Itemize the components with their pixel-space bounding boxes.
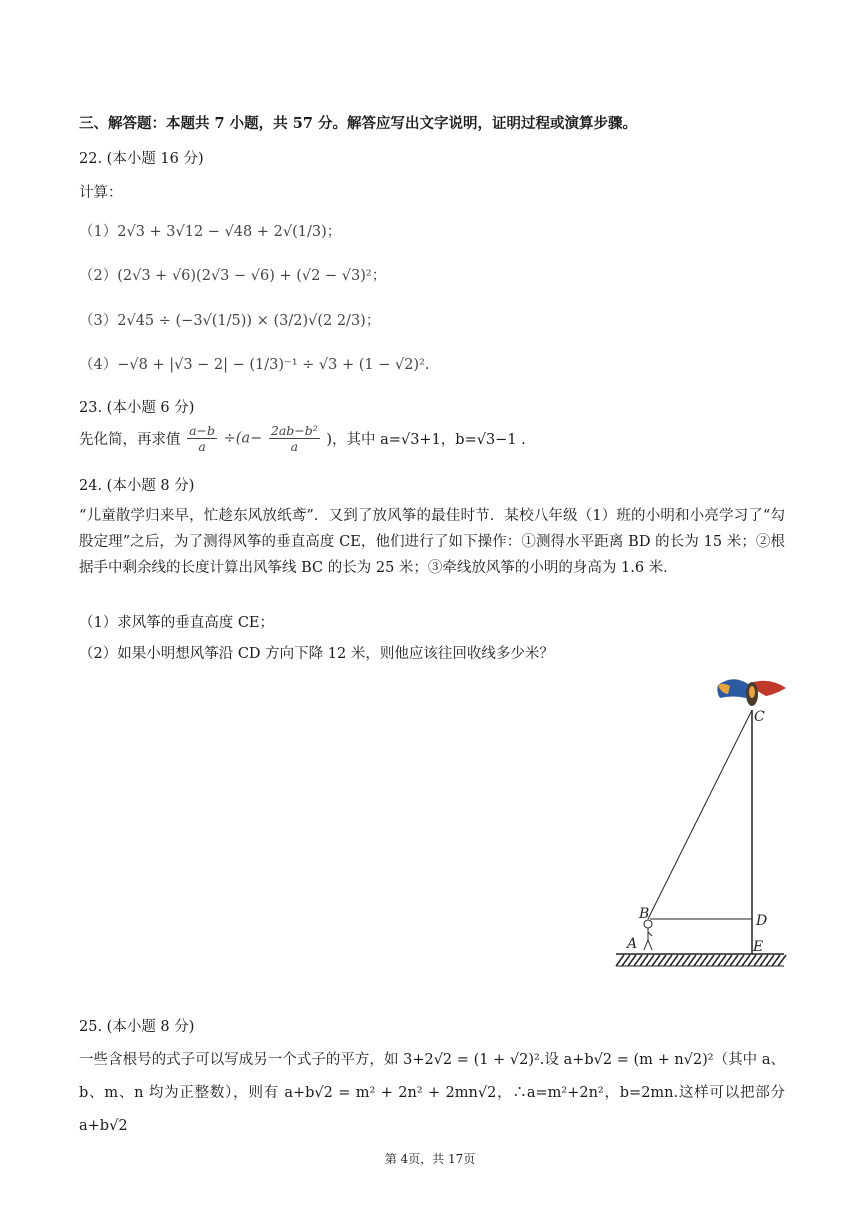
q23-frac2-den: a (290, 439, 299, 454)
q24-sub-2: （2）如果小明想风筝沿 CD 方向下降 12 米，则他应该往回收线多少米？ (79, 646, 554, 662)
q23-fraction-1 (187, 423, 217, 454)
q24-header: 24. (本小题 8 分) (79, 478, 195, 494)
section-heading: 三、解答题：本题共 7 小题，共 57 分。解答应写出文字说明，证明过程或演算步骤。 (79, 115, 637, 132)
q22-intro: 计算： (79, 185, 123, 201)
person-body (644, 928, 652, 950)
q23-text-b: ÷(a− (223, 430, 263, 447)
kite-icon (717, 679, 786, 706)
q22-item-3: （3）2√45 ÷ (−3√(1/5)) × (3/2)√(2 2/3)； (79, 313, 381, 329)
q23-header: 23. (本小题 6 分) (79, 400, 195, 416)
kite-figure (608, 668, 790, 970)
kite-belly (749, 686, 755, 698)
q23-text (79, 423, 526, 454)
q25-body: 一些含根号的式子可以写成另一个式子的平方，如 3+2√2 = (1 + √2)².设 a+b√2 = (m + n√2)²（其中 a、b、m、n 均为正整数），则有 a+b√2 = m² + 2n² + 2mn√2，∴a=m²+2n²，b=2mn.这样可以把部分 a+b√2 (79, 1052, 785, 1134)
page-footer: 第 4页，共 17页 (384, 1152, 476, 1166)
q24-sub-1: （1）求风筝的垂直高度 CE； (79, 615, 275, 631)
q22-item-1: （1）2√3 + 3√12 − √48 + 2√(1/3)； (79, 224, 342, 240)
q23-text-a: 先化简，再求值 (79, 432, 181, 448)
q25-header: 25. (本小题 8 分) (79, 1019, 195, 1035)
label-E: E (753, 939, 764, 955)
q22-header: 22. (本小题 16 分) (79, 151, 204, 167)
q22-item-2: （2）(2√3 + √6)(2√3 − √6) + (√2 − √3)²； (79, 268, 387, 284)
label-B: B (639, 906, 650, 922)
label-A: A (627, 936, 638, 952)
q23-frac1-num: a−b (189, 423, 216, 438)
q23-frac1-den: a (198, 439, 206, 454)
q22-item-4: （4）−√8 + |√3 − 2| − (1/3)⁻¹ ÷ √3 + (1 − √2)². (79, 357, 430, 373)
label-D: D (756, 913, 768, 929)
q23-frac2-num: 2ab−b² (270, 423, 318, 438)
line-BC (648, 710, 752, 919)
q23-text-c: )，其中 a=√3+1，b=√3−1 . (326, 432, 526, 448)
ground-hatch (616, 955, 786, 966)
q23-fraction-2 (269, 423, 320, 454)
q24-body: “儿童散学归来早，忙趁东风放纸鸢”．又到了放风筝的最佳时节．某校八年级（1）班的小明和小亮学习了“勾股定理”之后，为了测得风筝的垂直高度 CE，他们进行了如下操作：①测得水平距离 BD 的长为 15 米；②根据手中剩余线的长度计算出风筝线 BC 的长为 25 米；③牵线放风筝的小明的身高为 1.6 米． (79, 508, 785, 576)
label-C: C (754, 709, 765, 725)
